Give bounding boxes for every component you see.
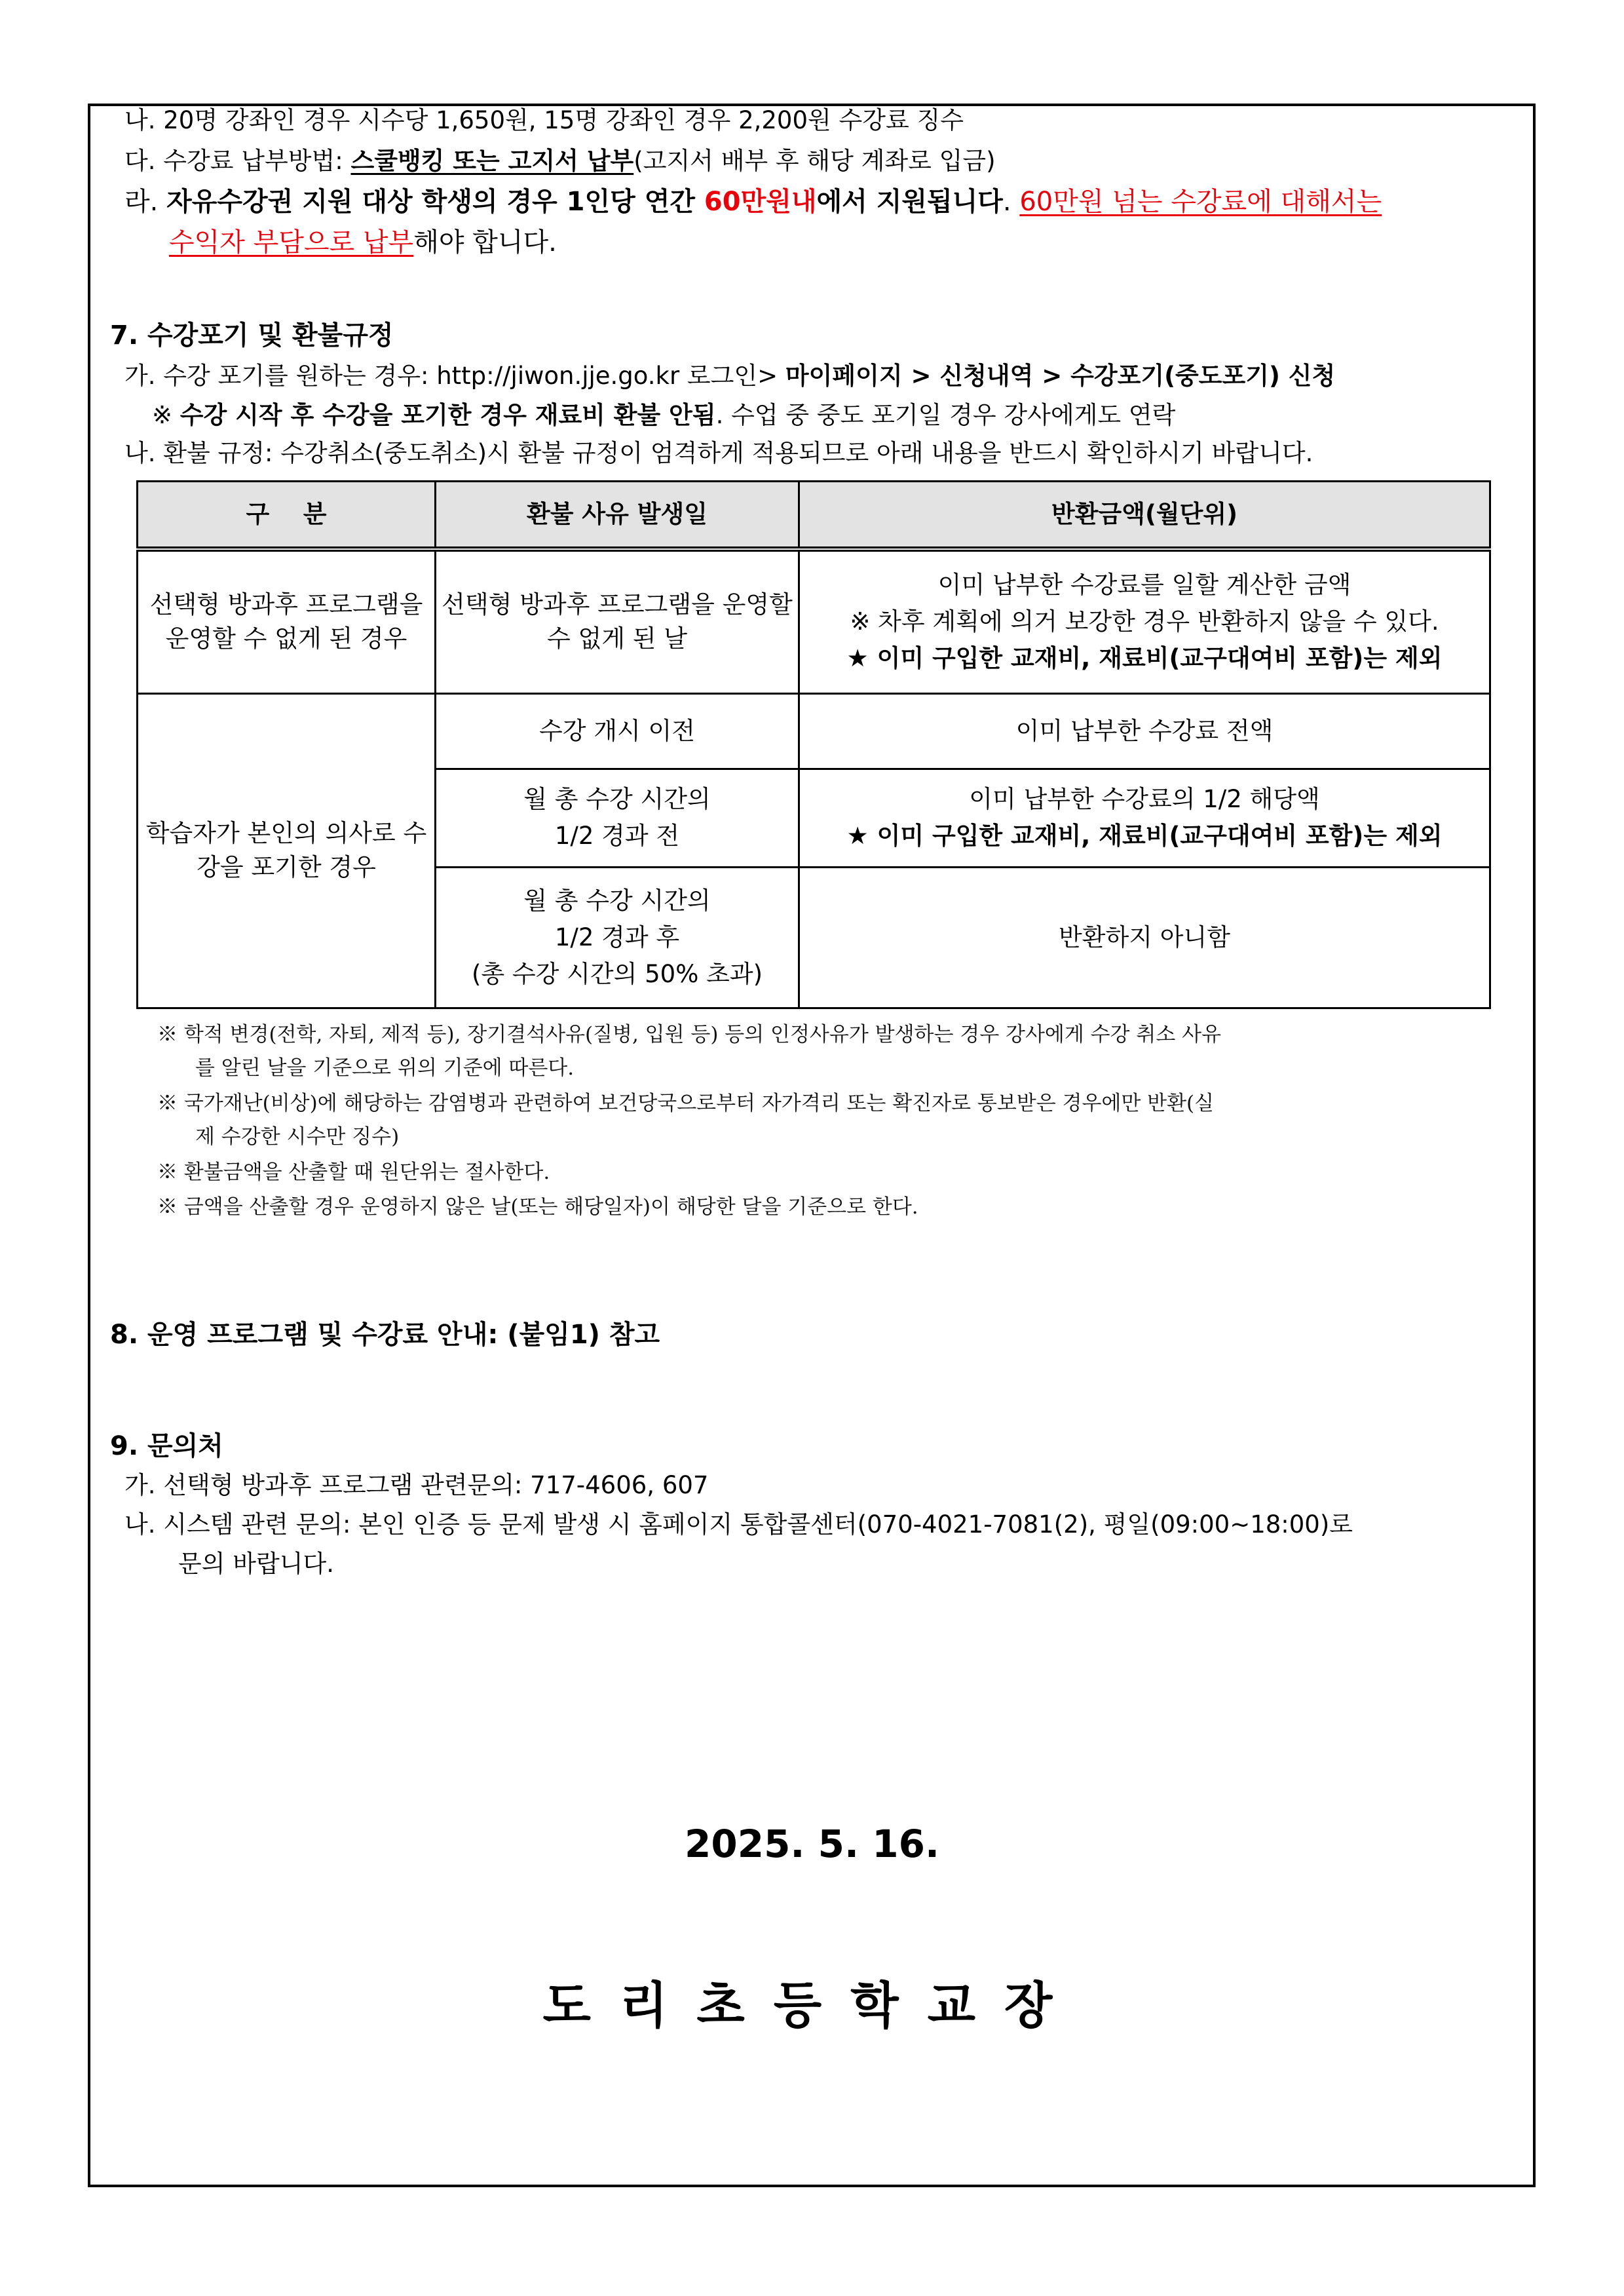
row-c-date (436, 867, 799, 1008)
row-a-amount: 이미 납부한 수강료 전액 (799, 693, 1490, 769)
header-amount: 반환금액(월단위) (799, 482, 1490, 550)
section9-heading: 9. 문의처 (110, 1431, 223, 1461)
row-c-amount: 반환하지 아니함 (799, 867, 1490, 1008)
row-c-date-line3: (총 수강 시간의 50% 초과) (471, 959, 763, 988)
section9-item-na: 나. 시스템 관련 문의: 본인 인증 등 문제 발생 시 홈페이지 통합콜센터(070-4021-7081(2), 평일(09:00~18:00)로 (124, 1510, 1353, 1539)
section6-item-ra-cont: 수익자 부담으로 납부해야 합니다. (169, 227, 557, 258)
note-4: ※ 금액을 산출할 경우 운영하지 않은 날(또는 해당일자)이 해당한 달을 기준으로 한다. (157, 1195, 918, 1219)
note-1-line1: ※ 학적 변경(전학, 자퇴, 제적 등), 장기결석사유(질병, 입원 등) 등의 인정사유가 발생하는 경우 강사에게 수강 취소 사유 (157, 1023, 1222, 1046)
section8-heading: 8. 운영 프로그램 및 수강료 안내: (붙임1) 참고 (110, 1320, 660, 1350)
section6-item-ra: 라. 자유수강권 지원 대상 학생의 경우 1인당 연간 60만원내에서 지원됩니다. 60만원 넘는 수강료에 대해서는 (124, 187, 1382, 217)
group1-date: 선택형 방과후 프로그램을 운영할 수 없게 된 날 (436, 549, 799, 693)
group1-amount-line1: 이미 납부한 수강료를 일할 계산한 금액 (937, 571, 1351, 600)
row-c-date-line2: 1/2 경과 후 (554, 923, 680, 951)
note-3: ※ 환불금액을 산출할 때 원단위는 절사한다. (157, 1160, 550, 1184)
table-row (138, 549, 1490, 693)
row-b-amount (799, 769, 1490, 867)
row-b-amount-line2: ★ 이미 구입한 교재비, 재료비(교구대여비 포함)는 제외 (846, 822, 1443, 850)
row-a-date: 수강 개시 이전 (436, 693, 799, 769)
school-principal-signature: 도리초등학교장 (542, 1976, 1082, 2035)
section6-item-da: 다. 수강료 납부방법: 스쿨뱅킹 또는 고지서 납부(고지서 배부 후 해당 계좌로 입금) (124, 147, 996, 175)
row-b-date-line1: 월 총 수강 시간의 (523, 785, 711, 813)
document-date: 2025. 5. 16. (685, 1822, 939, 1866)
header-category: 구 분 (138, 482, 436, 550)
group1-amount-line2: ※ 차후 계획에 의거 보강한 경우 반환하지 않을 수 있다. (850, 607, 1439, 636)
section9-item-na-cont: 문의 바랍니다. (178, 1550, 334, 1578)
section7-item-na: 나. 환불 규정: 수강취소(중도취소)시 환불 규정이 엄격하게 적용되므로 아래 내용을 반드시 확인하시기 바랍니다. (124, 439, 1313, 467)
header-date: 환불 사유 발생일 (436, 482, 799, 550)
section7-item-ga: 가. 수강 포기를 원하는 경우: http://jiwon.jje.go.kr 로그인> 마이페이지 > 신청내역 > 수강포기(중도포기) 신청 (124, 362, 1336, 390)
refund-table (136, 480, 1491, 1009)
note-2-line1: ※ 국가재난(비상)에 해당하는 감염병과 관련하여 보건당국으로부터 자가격리 또는 확진자로 통보받은 경우에만 반환(실 (157, 1092, 1215, 1115)
row-b-date (436, 769, 799, 867)
row-b-date-line2: 1/2 경과 전 (554, 822, 680, 850)
section7-note: ※ 수강 시작 후 수강을 포기한 경우 재료비 환불 안됨. 수업 중 중도 포기일 경우 강사에게도 연락 (152, 401, 1176, 429)
table-row (138, 693, 1490, 769)
group1-amount (799, 549, 1490, 693)
note-1-line2: 를 알린 날을 기준으로 위의 기준에 따른다. (195, 1056, 575, 1080)
row-b-amount-line1: 이미 납부한 수강료의 1/2 해당액 (969, 785, 1320, 813)
section9-item-ga: 가. 선택형 방과후 프로그램 관련문의: 717-4606, 607 (124, 1471, 709, 1499)
section7-heading: 7. 수강포기 및 환불규정 (110, 320, 394, 351)
group1-label: 선택형 방과후 프로그램을 운영할 수 없게 된 경우 (138, 549, 436, 693)
note-2-line2: 제 수강한 시수만 징수) (195, 1125, 400, 1149)
group2-label: 학습자가 본인의 의사로 수강을 포기한 경우 (138, 693, 436, 1008)
table-header-row (138, 482, 1490, 550)
group1-amount-line3: ★ 이미 구입한 교재비, 재료비(교구대여비 포함)는 제외 (846, 644, 1443, 673)
row-c-date-line1: 월 총 수강 시간의 (523, 886, 711, 915)
section6-item-na: 나. 20명 강좌인 경우 시수당 1,650원, 15명 강좌인 경우 2,200원 수강료 징수 (124, 106, 964, 134)
